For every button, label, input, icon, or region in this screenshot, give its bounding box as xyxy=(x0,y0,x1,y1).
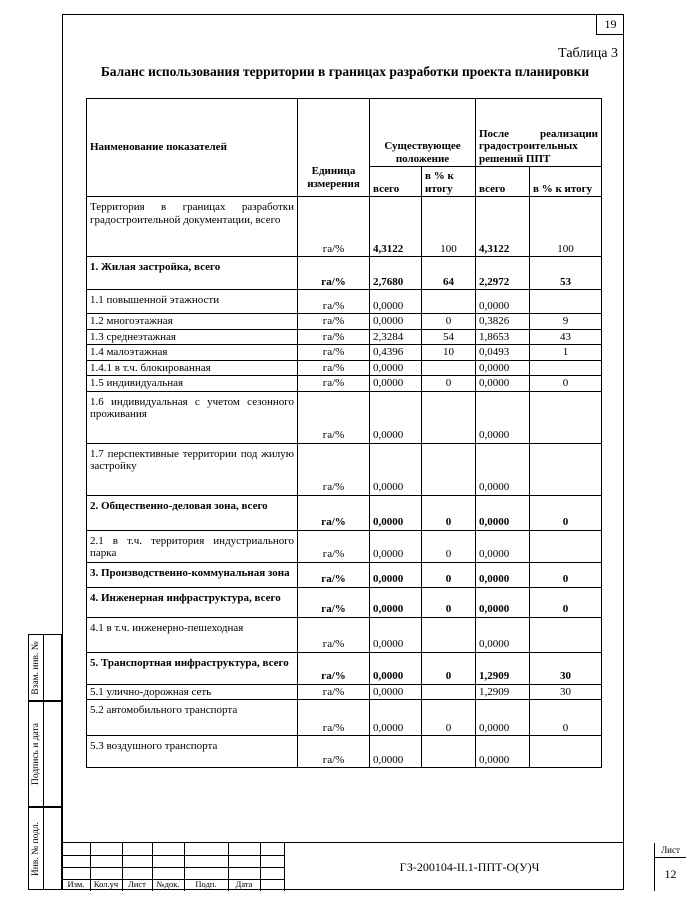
row-after-total: 0,0000 xyxy=(476,736,530,768)
row-name: 1.3 среднеэтажная xyxy=(87,329,298,345)
row-existing-percent: 64 xyxy=(422,257,476,290)
row-existing-total: 0,0000 xyxy=(370,376,422,392)
row-existing-total: 0,0000 xyxy=(370,530,422,562)
row-after-total: 0,3826 xyxy=(476,314,530,330)
row-existing-total: 0,0000 xyxy=(370,652,422,684)
row-name: 1.1 повышенной этажности xyxy=(87,290,298,314)
row-after-percent xyxy=(530,530,602,562)
header-after: После реализации градостроительных решений ППТ xyxy=(476,99,602,167)
row-unit: га/% xyxy=(298,617,370,652)
row-after-percent: 43 xyxy=(530,329,602,345)
header-percent-after: в % к итогу xyxy=(530,167,602,197)
row-name: 3. Производственно-коммунальная зона xyxy=(87,562,298,587)
row-after-total: 0,0000 xyxy=(476,530,530,562)
row-after-total: 0,0000 xyxy=(476,587,530,617)
header-unit: Единица измерения xyxy=(298,99,370,197)
row-name: 2. Общественно-деловая зона, всего xyxy=(87,495,298,530)
row-after-percent: 0 xyxy=(530,562,602,587)
row-name: 2.1 в т.ч. территория индустриального парка xyxy=(87,530,298,562)
row-after-total: 1,2909 xyxy=(476,652,530,684)
row-unit: га/% xyxy=(298,314,370,330)
row-after-percent xyxy=(530,391,602,443)
row-after-total: 0,0000 xyxy=(476,290,530,314)
row-after-total: 0,0000 xyxy=(476,360,530,376)
row-existing-total: 0,0000 xyxy=(370,684,422,700)
row-existing-percent xyxy=(422,617,476,652)
row-unit: га/% xyxy=(298,530,370,562)
row-unit: га/% xyxy=(298,587,370,617)
header-percent-existing: в % к итогу xyxy=(422,167,476,197)
row-after-total: 0,0000 xyxy=(476,391,530,443)
row-after-total: 1,2909 xyxy=(476,684,530,700)
header-total-existing: всего xyxy=(370,167,422,197)
table-row xyxy=(87,360,602,376)
row-existing-total: 0,0000 xyxy=(370,314,422,330)
row-existing-percent: 0 xyxy=(422,700,476,736)
row-existing-percent: 0 xyxy=(422,587,476,617)
row-existing-total: 2,7680 xyxy=(370,257,422,290)
stamp-col-count: Кол.уч xyxy=(93,879,119,889)
row-existing-percent: 0 xyxy=(422,495,476,530)
table-row xyxy=(87,197,602,257)
row-after-total: 1,8653 xyxy=(476,329,530,345)
row-existing-total: 0,0000 xyxy=(370,443,422,495)
row-unit: га/% xyxy=(298,562,370,587)
row-after-total: 0,0000 xyxy=(476,562,530,587)
row-after-total: 2,2972 xyxy=(476,257,530,290)
row-unit: га/% xyxy=(298,495,370,530)
row-existing-total: 0,0000 xyxy=(370,700,422,736)
row-unit: га/% xyxy=(298,329,370,345)
row-after-total: 0,0000 xyxy=(476,495,530,530)
stamp-col-doc: №док. xyxy=(156,879,180,889)
row-after-percent: 0 xyxy=(530,587,602,617)
table-row xyxy=(87,329,602,345)
title-block xyxy=(62,842,680,890)
row-existing-total: 0,0000 xyxy=(370,495,422,530)
side-label-replacement: Взам. инв. № xyxy=(31,640,41,695)
table-row xyxy=(87,391,602,443)
table-row xyxy=(87,684,602,700)
row-existing-total: 0,0000 xyxy=(370,290,422,314)
row-existing-total: 0,0000 xyxy=(370,617,422,652)
row-after-total: 0,0000 xyxy=(476,443,530,495)
row-name: 1. Жилая застройка, всего xyxy=(87,257,298,290)
table-row xyxy=(87,345,602,361)
row-after-percent xyxy=(530,360,602,376)
row-after-percent: 9 xyxy=(530,314,602,330)
row-after-percent: 0 xyxy=(530,376,602,392)
sheet-box xyxy=(654,843,686,891)
stamp-col-sign: Подп. xyxy=(195,879,217,889)
row-after-total: 0,0000 xyxy=(476,617,530,652)
side-stamp-signature xyxy=(28,701,62,807)
table-row xyxy=(87,443,602,495)
row-unit: га/% xyxy=(298,652,370,684)
table-row xyxy=(87,290,602,314)
row-existing-percent xyxy=(422,684,476,700)
table-row xyxy=(87,617,602,652)
row-existing-percent xyxy=(422,360,476,376)
table-row xyxy=(87,314,602,330)
row-name: 1.2 многоэтажная xyxy=(87,314,298,330)
row-after-percent: 100 xyxy=(530,197,602,257)
row-name: 4. Инженерная инфраструктура, всего xyxy=(87,587,298,617)
row-existing-total: 0,0000 xyxy=(370,587,422,617)
header-name: Наименование показателей xyxy=(87,99,298,197)
side-stamp-inventory xyxy=(28,807,62,890)
row-name: 5. Транспортная инфраструктура, всего xyxy=(87,652,298,684)
row-existing-percent: 0 xyxy=(422,314,476,330)
row-after-total: 0,0000 xyxy=(476,376,530,392)
row-name: 1.6 индивидуальная с учетом сезонного проживания xyxy=(87,391,298,443)
row-existing-percent xyxy=(422,290,476,314)
table-row xyxy=(87,736,602,768)
row-name: Территория в границах разработки градостроительной документации, всего xyxy=(87,197,298,257)
row-unit: га/% xyxy=(298,290,370,314)
row-unit: га/% xyxy=(298,700,370,736)
row-existing-total: 0,4396 xyxy=(370,345,422,361)
row-existing-percent xyxy=(422,736,476,768)
row-existing-percent xyxy=(422,391,476,443)
row-unit: га/% xyxy=(298,360,370,376)
row-existing-percent: 10 xyxy=(422,345,476,361)
row-after-percent: 30 xyxy=(530,684,602,700)
row-name: 1.4 малоэтажная xyxy=(87,345,298,361)
table-row xyxy=(87,562,602,587)
stamp-col-change: Изм. xyxy=(67,879,85,889)
row-name: 5.3 воздушного транспорта xyxy=(87,736,298,768)
row-unit: га/% xyxy=(298,257,370,290)
row-after-percent: 0 xyxy=(530,495,602,530)
row-unit: га/% xyxy=(298,197,370,257)
row-unit: га/% xyxy=(298,376,370,392)
row-name: 5.1 улично-дорожная сеть xyxy=(87,684,298,700)
table-label: Таблица 3 xyxy=(558,46,618,61)
header-total-after: всего xyxy=(476,167,530,197)
row-existing-total: 0,0000 xyxy=(370,360,422,376)
stamp-col-date: Дата xyxy=(235,879,253,889)
row-unit: га/% xyxy=(298,736,370,768)
table-row xyxy=(87,257,602,290)
row-existing-total: 2,3284 xyxy=(370,329,422,345)
row-existing-total: 0,0000 xyxy=(370,391,422,443)
page-number: 19 xyxy=(596,14,624,35)
row-existing-total: 0,0000 xyxy=(370,736,422,768)
sheet-number: 12 xyxy=(664,867,677,881)
row-existing-percent: 0 xyxy=(422,652,476,684)
row-unit: га/% xyxy=(298,345,370,361)
row-after-percent: 0 xyxy=(530,700,602,736)
row-name: 1.5 индивидуальная xyxy=(87,376,298,392)
row-after-percent: 1 xyxy=(530,345,602,361)
row-existing-total: 4,3122 xyxy=(370,197,422,257)
row-existing-percent xyxy=(422,443,476,495)
row-after-percent xyxy=(530,736,602,768)
row-unit: га/% xyxy=(298,391,370,443)
row-existing-percent: 0 xyxy=(422,530,476,562)
side-label-signature: Подпись и дата xyxy=(31,722,41,786)
row-after-percent xyxy=(530,617,602,652)
stamp-col-sheet: Лист xyxy=(128,879,146,889)
row-existing-percent: 100 xyxy=(422,197,476,257)
table-row xyxy=(87,495,602,530)
table-row xyxy=(87,376,602,392)
table-row xyxy=(87,652,602,684)
row-after-total: 4,3122 xyxy=(476,197,530,257)
row-existing-percent: 54 xyxy=(422,329,476,345)
row-after-percent xyxy=(530,290,602,314)
table-title: Баланс использования территории в границах разработки проекта планировки xyxy=(100,64,590,79)
table-row xyxy=(87,587,602,617)
document-code: ГЗ-200104-II.1-ППТ-О(У)Ч xyxy=(284,843,654,891)
table-row xyxy=(87,700,602,736)
row-existing-total: 0,0000 xyxy=(370,562,422,587)
row-after-percent: 30 xyxy=(530,652,602,684)
row-name: 1.7 перспективные территории под жилую застройку xyxy=(87,443,298,495)
row-unit: га/% xyxy=(298,443,370,495)
sheet-label: Лист xyxy=(655,843,686,858)
row-name: 5.2 автомобильного транспорта xyxy=(87,700,298,736)
row-after-total: 0,0493 xyxy=(476,345,530,361)
header-existing: Существующее положение xyxy=(370,99,476,167)
row-name: 4.1 в т.ч. инженерно-пешеходная xyxy=(87,617,298,652)
side-stamp-replacement xyxy=(28,634,62,701)
row-existing-percent: 0 xyxy=(422,376,476,392)
row-after-percent xyxy=(530,443,602,495)
row-existing-percent: 0 xyxy=(422,562,476,587)
row-after-total: 0,0000 xyxy=(476,700,530,736)
table-row xyxy=(87,530,602,562)
row-name: 1.4.1 в т.ч. блокированная xyxy=(87,360,298,376)
side-label-inventory: Инв. № подл. xyxy=(31,821,41,876)
balance-table xyxy=(86,98,602,768)
row-unit: га/% xyxy=(298,684,370,700)
row-after-percent: 53 xyxy=(530,257,602,290)
